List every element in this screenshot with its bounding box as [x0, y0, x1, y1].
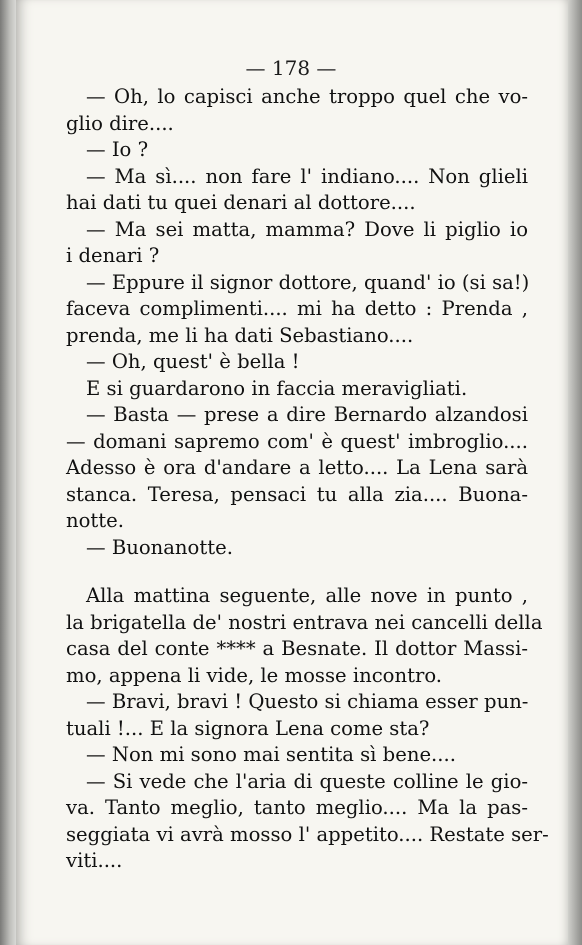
text-line: — Si vede che l'aria di queste colline le gio- — [86, 769, 528, 793]
text-line: — Ma sì.... non fare l' indiano.... Non glieli — [86, 164, 528, 188]
page-number: — 178 — — [245, 56, 337, 80]
page-edge — [568, 0, 582, 945]
text-line: seggiata vi avrà mosso l' appetito.... Restate ser- — [66, 822, 549, 846]
text-line: tuali !... E la signora Lena come sta? — [66, 716, 430, 740]
paragraph-gap — [66, 561, 528, 583]
text-line: — Bravi, bravi ! Questo si chiama esser pun- — [86, 690, 529, 713]
text-line: prenda, me li ha dati Sebastiano.... — [66, 323, 414, 347]
text-line: — domani sapremo com' è quest' imbroglio.... — [66, 429, 528, 453]
text-line: — Oh, lo capisci anche troppo quel che vo- — [86, 85, 528, 108]
book-spine-shadow — [0, 0, 16, 945]
text-line: stanca. Teresa, pensaci tu alla zia.... Buona- — [66, 482, 528, 506]
text-line: hai dati tu quei denari al dottore.... — [66, 191, 416, 214]
text-line: i denari ? — [66, 244, 160, 267]
text-line: — Ma sei matta, mamma? Dove li piglio io — [86, 217, 528, 241]
text-line: — Eppure il signor dottore, quand' io (si sa!) — [86, 270, 530, 294]
text-line: — Non mi sono mai sentita sì bene.... — [86, 743, 456, 766]
text-line: notte. — [66, 509, 124, 532]
text-line: casa del conte **** a Besnate. Il dottor Massi- — [66, 637, 528, 660]
text-line: — Io ? — [86, 138, 149, 161]
text-line: — Basta — prese a dire Bernardo alzandosi — [86, 403, 528, 426]
text-line: Alla mattina seguente, alle nove in punto , — [86, 584, 528, 607]
body-text — [66, 84, 549, 875]
text-line: — Buonanotte. — [86, 535, 233, 559]
text-line: Adesso è ora d'andare a letto.... La Lena sarà — [66, 456, 528, 479]
text-line: E si guardarono in faccia meravigliati. — [86, 376, 468, 400]
text-line: la brigatella de' nostri entrava nei cancelli della — [66, 610, 543, 634]
text-line: faceva complimenti.... mi ha detto : Prenda , — [66, 297, 528, 320]
text-line: — Oh, quest' è bella ! — [86, 350, 300, 373]
text-line: viti.... — [66, 849, 123, 872]
text-line: glio dire.... — [66, 111, 174, 135]
text-line: mo, appena li vide, le mosse incontro. — [66, 663, 443, 687]
text-line: va. Tanto meglio, tanto meglio.... Ma la pas- — [66, 796, 528, 819]
